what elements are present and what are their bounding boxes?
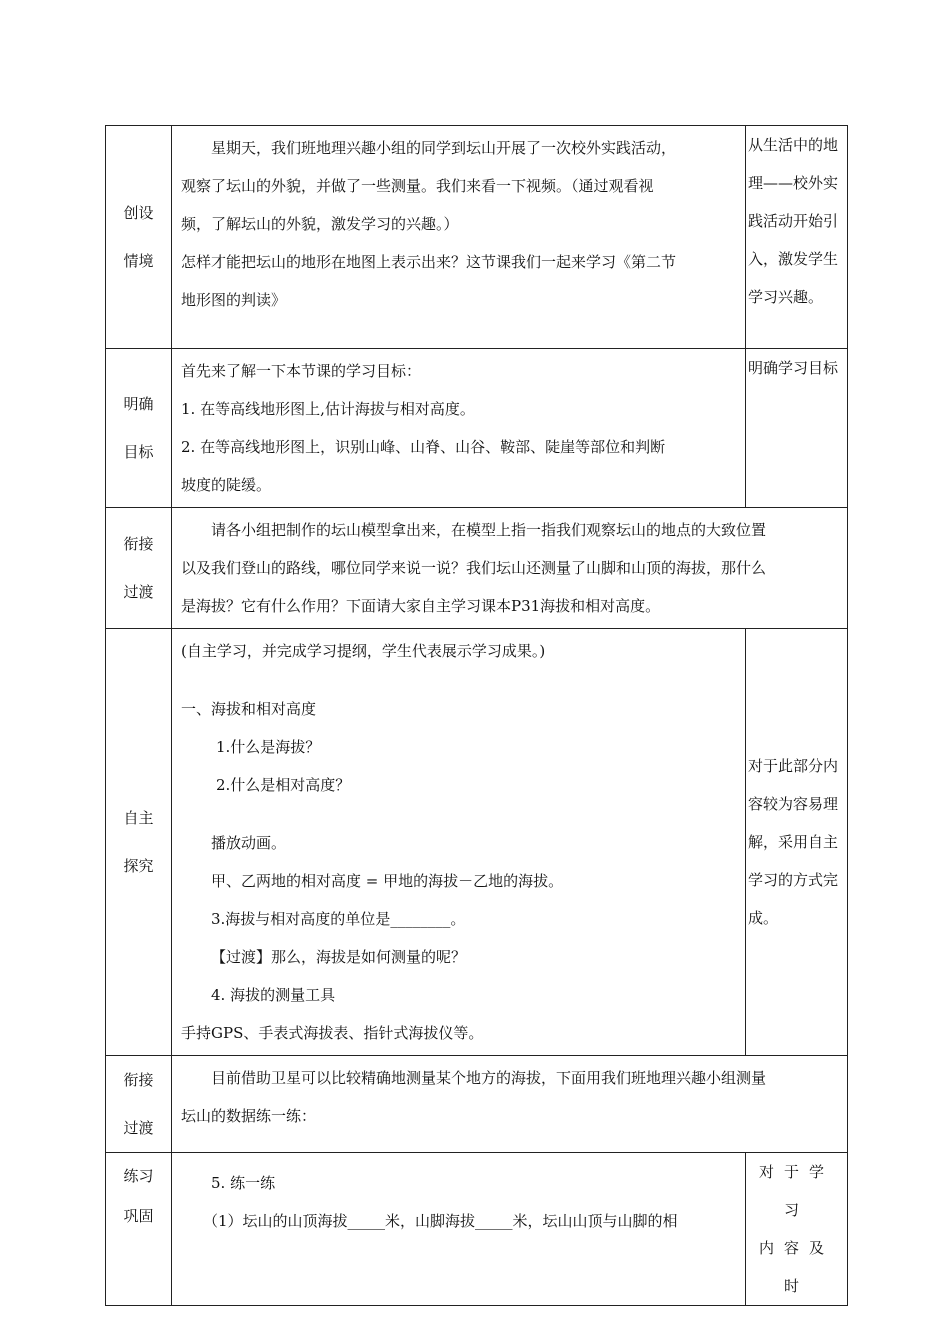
row-content — [172, 126, 746, 349]
paragraph: 【过渡】那么，海拔是如何测量的呢？ — [211, 948, 467, 966]
section-heading: 一、海拔和相对高度 — [181, 700, 317, 718]
formula: 甲、乙两地的相对高度 = 甲地的海拔－乙地的海拔。 — [211, 872, 564, 890]
paragraph: 播放动画。 — [211, 834, 287, 852]
paragraph: 坡度的陡缓。 — [181, 476, 272, 494]
fill-blank-question: 3.海拔与相对高度的单位是________。 — [211, 910, 466, 928]
row-self-exploration — [106, 629, 848, 1056]
row-learning-goals — [106, 349, 848, 508]
paragraph: 4. 海拔的测量工具 — [211, 986, 336, 1004]
row-label: 创设 情境 — [106, 126, 172, 349]
row-note: 从生活中的地 理——校外实 践活动开始引 入，激发学生 学习兴趣。 — [746, 126, 848, 349]
paragraph: 星期天，我们班地理兴趣小组的同学到坛山开展了一次校外实践活动， — [211, 139, 677, 157]
paragraph: 首先来了解一下本节课的学习目标： — [181, 362, 422, 380]
row-content — [172, 629, 746, 1056]
row-label: 明确 目标 — [106, 349, 172, 508]
paragraph: 2. 在等高线地形图上，识别山峰、山脊、山谷、鞍部、陡崖等部位和判断 — [181, 438, 666, 456]
row-practice — [106, 1153, 848, 1306]
row-note: 明确学习目标 — [746, 349, 848, 508]
row-content — [172, 1153, 746, 1306]
row-note: 对于学习 内容及时 — [746, 1153, 848, 1306]
paragraph: 观察了坛山的外貌，并做了一些测量。我们来看一下视频。（通过观看视 — [181, 177, 654, 195]
question: 2.什么是相对高度？ — [216, 776, 351, 794]
lesson-plan-table — [105, 125, 848, 1306]
paragraph: 1. 在等高线地形图上,估计海拔与相对高度。 — [181, 400, 475, 418]
question: 1.什么是海拔？ — [216, 738, 321, 756]
paragraph: 以及我们登山的路线，哪位同学来说一说？我们坛山还测量了山脚和山顶的海拔，那什么 — [181, 559, 767, 577]
row-content — [172, 508, 848, 629]
row-note: 对于此部分内 容较为容易理 解，采用自主 学习的方式完 成。 — [746, 629, 848, 1056]
row-label: 练习 巩固 — [106, 1153, 172, 1306]
paragraph: 手持GPS、手表式海拔表、指针式海拔仪等。 — [181, 1024, 484, 1042]
row-transition-1 — [106, 508, 848, 629]
exercise-heading: 5. 练一练 — [211, 1174, 276, 1192]
row-label: 衔接 过渡 — [106, 508, 172, 629]
fill-blank-question: （1）坛山的山顶海拔_____米，山脚海拔_____米，坛山山顶与山脚的相 — [203, 1212, 678, 1230]
paragraph: 请各小组把制作的坛山模型拿出来，在模型上指一指我们观察坛山的地点的大致位置 — [211, 521, 767, 539]
row-label: 自主 探究 — [106, 629, 172, 1056]
paragraph: 是海拔？它有什么作用？下面请大家自主学习课本P31海拔和相对高度。 — [181, 597, 661, 615]
row-transition-2 — [106, 1056, 848, 1153]
paragraph: 地形图的判读》 — [181, 291, 287, 309]
row-content — [172, 349, 746, 508]
row-content — [172, 1056, 848, 1153]
row-label: 衔接 过渡 — [106, 1056, 172, 1153]
paragraph: 怎样才能把坛山的地形在地图上表示出来？这节课我们一起来学习《第二节 — [181, 253, 677, 271]
paragraph: 坛山的数据练一练： — [181, 1107, 317, 1125]
paragraph: 目前借助卫星可以比较精确地测量某个地方的海拔，下面用我们班地理兴趣小组测量 — [211, 1069, 767, 1087]
paragraph: (自主学习，并完成学习提纲，学生代表展示学习成果。) — [181, 642, 546, 660]
paragraph: 频，了解坛山的外貌，激发学习的兴趣。） — [181, 215, 459, 233]
row-create-situation — [106, 126, 848, 349]
